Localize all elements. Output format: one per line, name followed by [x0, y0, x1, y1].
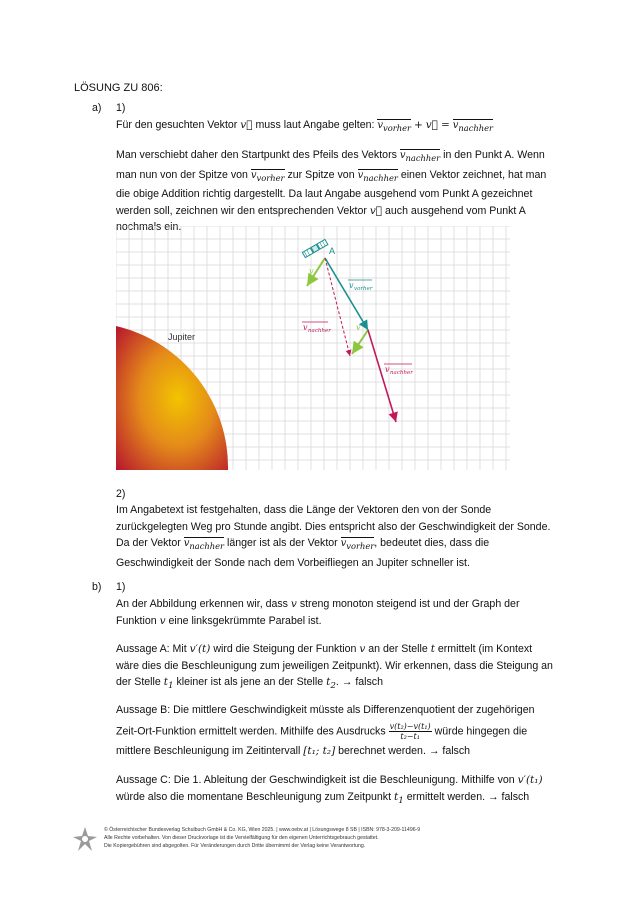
footer: © Österreichischer Bundesverlag Schulbuch GmbH & Co. KG, Wien 2025. | www.oebv.at | Lösungswege 8 SB | ISBN: 978-3-209-11496-9 Alle Rechte vorbehalten. Von dieser Druckvorlage ist die Vervielfältigung für den eigenen Unterrichtsgebrauch gestattet. Die Kopiergebühren sind abgegolten. Für Veränderungen durch Dritte übernimmt der Verlag keine Verantwortung.: [104, 827, 421, 849]
part-b-label: b): [92, 581, 102, 593]
aussage-a: Aussage A: Mit v′(t) wird die Steigung der Funktion v an der Stelle t ermittelt (im Kontext wäre dies die Beschleunigung zum jeweiligen Zeitpunkt). Wir erkennen, dass die Steigung an der Stelle $t_1$ kleiner ist als jene an der Stelle $t_2$. → falsch: [116, 643, 553, 692]
vorher-label: [348, 280, 373, 292]
svg-text:v: v: [349, 281, 354, 290]
part-a-paragraph2: Man verschiebt daher den Startpunkt des Pfeils des Vektors $v_{nachher}$ in den Punkt A. Wenn man nun von der Spitze von $v_{vorher}$ zur Spitze von $v_{nachher}$ einen Vektor zeichnet, hat man die obige Addition richtig dargestellt. Da laut Angabe ausgehend vom Punkt A gezeichnet werden soll, zeichnen wir den entsprechenden Vektor v⃗ auch ausgehend vom Punkt A nochmals ein.: [116, 149, 547, 233]
part-a-item2: 2): [116, 488, 126, 500]
v-label-a: v: [309, 267, 314, 276]
jupiter-label: Jupiter: [168, 332, 196, 342]
vector-vorher: [325, 258, 368, 330]
svg-text:v: v: [385, 365, 390, 374]
part-b-intro: An der Abbildung erkennen wir, dass v streng monoton steigend ist und der Graph der Funktion v eine linksgekrümmte Parabel ist.: [116, 598, 520, 627]
part-a-line1: Für den gesuchten Vektor v⃗ muss laut Angabe gelten: $v_{vorher}$ + v⃗ = $v_{nachher}$: [116, 119, 493, 133]
vector-figure: [116, 226, 510, 476]
part-a-label: a): [92, 102, 102, 114]
svg-text:nachher: nachher: [308, 328, 331, 334]
jupiter-planet: [116, 326, 228, 470]
nachher-label-right: [384, 364, 413, 376]
v-label-b: v: [356, 323, 361, 332]
part-b-item1: 1): [116, 581, 126, 593]
point-a-label: A: [329, 246, 336, 256]
vector-nachher-at-a: [325, 258, 350, 356]
page-title: LÖSUNG ZU 806:: [74, 82, 163, 94]
vector-v-at-tip: [352, 330, 368, 354]
nachher-label-left: [302, 322, 331, 334]
svg-text:v: v: [303, 323, 308, 332]
svg-text:vorher: vorher: [354, 286, 373, 292]
publisher-logo-icon: [72, 826, 98, 858]
aussage-b: Aussage B: Die mittlere Geschwindigkeit müsste als Differenzenquotient der zugehörigen Zeit-Ort-Funktion ermittelt werden. Mithilfe des Ausdrucks $\frac{\text{v(t₂)−v(t₁)}}{\text{t₂−t₁}}$ würde hingegen die mittlere Beschleunigung im Zeitintervall [t₁; t₂] berechnet werden. → falsch: [116, 704, 535, 757]
part-a-item1: 1): [116, 102, 126, 114]
svg-text:nachher: nachher: [390, 370, 413, 376]
part-a-paragraph3: Im Angabetext ist festgehalten, dass die Länge der Vektoren den von der Sonde zurückgelegten Weg pro Stunde angibt. Dies entspricht also der Geschwindigkeit der Sonde. Da der Vektor $v_{nachher}$ länger ist als der Vektor $v_{vorher}$, bedeutet dies, dass die Geschwindigkeit der Sonde nach dem Vorbeifliegen an Jupiter schneller ist.: [116, 504, 551, 569]
aussage-c: Aussage C: Die 1. Ableitung der Geschwindigkeit ist die Beschleunigung. Mithilfe von v′(t₁) würde also die momentane Beschleunigung zum Zeitpunkt $t_1$ ermittelt werden. → falsch: [116, 774, 543, 806]
